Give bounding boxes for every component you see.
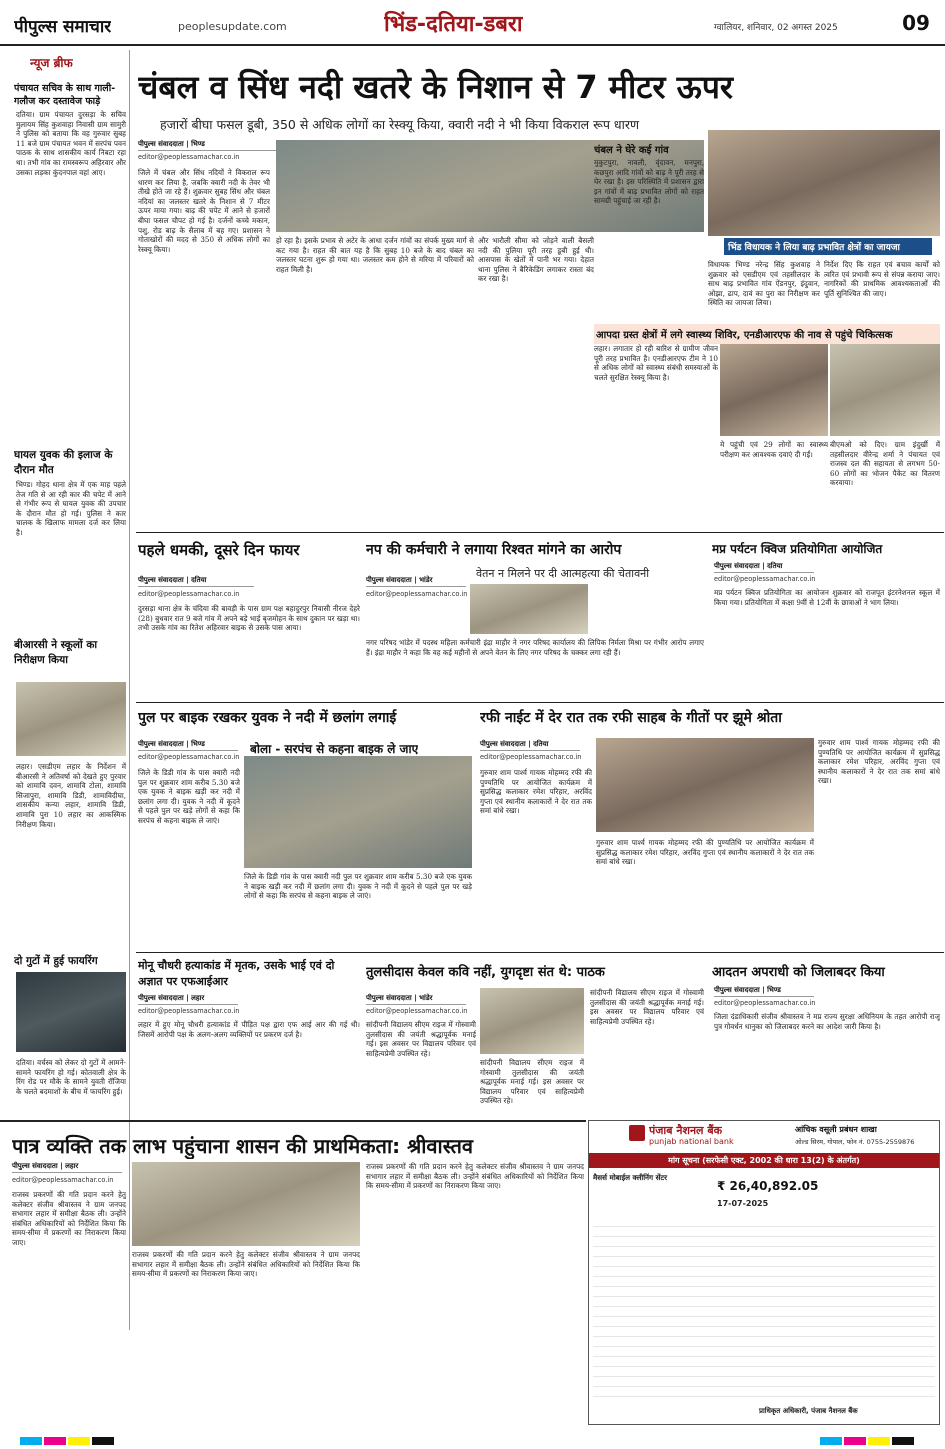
bribe-byline: पीपुल्स संवाददाता | भांडेर [366, 576, 466, 587]
bottom-text: राजस्व प्रकरणों की गति प्रदान करने हेतु कलेक्टर संजीव श्रीवास्तव ने ग्राम जनपद सभागार लहार में समीक्षा बैठक ली। उन्होंने संबंधित अधिकारियों को निर्देशित किया कि समय-सीमा में प्रकरणों का निराकरण किया जाए। [366, 1162, 584, 1191]
brief-title: पंचायत सचिव के साथ गाली-गलौज कर दस्तावेज फाड़े [14, 83, 116, 107]
brief-label: न्यूज ब्रीफ [30, 56, 73, 70]
rafi-text: गुरुवार शाम पार्श्व गायक मोहम्मद रफी की पुण्यतिथि पर आयोजित कार्यक्रम में सुप्रसिद्ध कलाकार रमेश परिहार, अरविंद गुप्ता एवं स्थानीय कलाकारों ने देर रात तक समां बांधे रखा। [818, 738, 940, 786]
quiz-headline: मप्र पर्यटन क्विज प्रतियोगिता आयोजित [712, 542, 883, 556]
bottom-text: राजस्व प्रकरणों की गति प्रदान करने हेतु कलेक्टर संजीव श्रीवास्तव ने ग्राम जनपद सभागार लहार में समीक्षा बैठक ली। उन्होंने संबंधित अधिकारियों को निर्देशित किया कि समय-सीमा में प्रकरणों का निराकरण किया जाए। [12, 1190, 126, 1247]
camp-caption: बीएमओ को दिए। ग्राम इंदुर्खी में तहसीलदार वीरेन्द्र शर्मा ने पंचायत एवं राजस्व दल की सहायता से लगभग 50-60 लोगों का भोजन पैकेट का वितरण करवाया। [830, 440, 940, 488]
bank-address: ओल्ड सिरम, गोपाल, फोन नं. 0755-2559876 [795, 1138, 915, 1146]
masthead [0, 0, 945, 46]
bank-notice [588, 1120, 940, 1425]
rafi-text: गुरुवार शाम पार्श्व गायक मोहम्मद रफी की पुण्यतिथि पर आयोजित कार्यक्रम में सुप्रसिद्ध कलाकार रमेश परिहार, अरविंद गुप्ता एवं स्थानीय कलाकारों ने देर रात तक समां बांधे रखा। [596, 838, 814, 867]
divider [136, 532, 944, 533]
camp-caption: मे पहुंची एवं 29 लोगों का स्वास्थ्य परीक्षण कर आवश्यक दवाएं दी गईं। [720, 440, 828, 459]
habitual-byline: पीपुल्स संवाददाता | भिण्ड [714, 986, 814, 997]
site-url: peoplesupdate.com [178, 20, 287, 33]
tulsi-headline: तुलसीदास केवल कवि नहीं, युगदृष्टा संत थे: पाठक [366, 965, 605, 980]
divider [0, 1120, 586, 1122]
habitual-headline: आदतन अपराधी को जिलाबदर किया [712, 965, 885, 980]
divider [136, 952, 944, 953]
nearby-text: मुकुटपुरा, नावली, वृंदावन, मनपुरा, कछपुरा आदि गांवों को बाढ़ ने पूरी तरह से घेर रखा है। इस परिस्थिति में प्रशासन द्वारा इन गांवों में बाढ़ प्रभावित लोगों को राहत सामग्री पहुंचाई जा रही है। [594, 158, 704, 206]
habitual-email: editor@peoplessamachar.co.in [714, 999, 816, 1007]
bottom-email: editor@peoplessamachar.co.in [12, 1176, 114, 1184]
bridge-text: जिले के डिडी गांव के पास क्वारी नदी पुल पर शुक्रवार शाम करीब 5.30 बजे एक युवक ने बाइक खड़ी कर नदी में छलांग लगा दी। युवक ने नदी में कूदने से पहले पुल पर खड़े लोगों से कहा कि सरपंच से कहना बाइक ले जाएं। [244, 872, 472, 901]
edition-title: भिंड-दतिया-डबरा [384, 12, 523, 37]
tulsi-text: सांदीपनी विद्यालय सीएम राइज में गोस्वामी तुलसीदास की जयंती श्रद्धापूर्वक मनाई गई। इस अवसर पर विद्यालय परिवार एवं साहित्यप्रेमी उपस्थित रहे। [366, 1020, 476, 1058]
camp-photo [830, 344, 940, 436]
mla-caption: भिंड विधायक ने लिया बाढ़ प्रभावित क्षेत्रों का जायजा [724, 238, 932, 255]
bridge-caption: बोला - सरपंच से कहना बाइक ले जाए [250, 742, 419, 756]
bridge-byline: पीपुल्स संवाददाता | भिण्ड [138, 740, 238, 751]
monu-headline: मोनू चौधरी हत्याकांड में मृतक, उसके भाई एवं दो अज्ञात पर एफआईआर [138, 959, 335, 988]
main-text: जिले में चंबल और सिंध नदियों ने विकराल रूप धारण कर लिया है, जबकि क्वारी नदी के तेवर भी तीखे होते जा रहे हैं। शुक्रवार सुबह सिंध और चंबल नदियां का जलस्तर खतरे के निशान से 7 मीटर ऊपर माया गया। बाढ़ की चपेट में आने से हजारों बीघा फसल चौपट हो गई है। दर्जनों कच्चे मकान, पशु, रोड बाढ़ के सैलाब में बह गए। प्रशासन ने गोताखोरों की मदद से 350 से अधिक लोगों का रेस्क्यू किया। [138, 168, 270, 254]
camp-headline: आपदा ग्रस्त क्षेत्रों में लगे स्वास्थ्य शिविर, एनडीआरएफ की नाव से पहुंचे चिकित्सक [594, 324, 940, 344]
bridge-photo [244, 756, 472, 868]
monu-text: लहार में हुए मोनू चौधरी हत्याकांड में पीड़ित पक्ष द्वारा एफ आई आर की गई थी। जिसमें आरोपी पक्ष के अलग-अलग व्यक्तियों पर प्रकरण दर्ज है। [138, 1020, 360, 1039]
habitual-text: जिला दंडाधिकारी संजीव श्रीवास्तव ने मप्र राज्य सुरक्षा अधिनियम के तहत आरोपी राजू पुत्र गोवर्धन धानुका को जिलाबदर करने का आदेश जारी किया है। [714, 1012, 940, 1031]
divider [136, 702, 944, 703]
firing-photo [16, 972, 126, 1052]
main-email: editor@peoplessamachar.co.in [138, 153, 240, 161]
quiz-text: मप्र पर्यटन क्विज प्रतियोगिता का आयोजन शुक्रवार को राजपूत इंटरनेशनल स्कूल में किया गया। प्रतियोगिता में कक्षा 9वीं से 12वीं के छात्राओं ने भाग लिया। [714, 588, 940, 607]
school-photo [16, 682, 126, 756]
bribe-subhead: वेतन न मिलने पर दी आत्महत्या की चेतावनी [476, 567, 650, 580]
bridge-email: editor@peoplessamachar.co.in [138, 753, 240, 761]
bribe-headline: नप की कर्मचारी ने लगाया रिश्वत मांगने का आरोप [366, 542, 622, 558]
brief-title: घायल युवक की इलाज के दौरान मौत [14, 449, 113, 476]
tulsi-text: सांदीपनी विद्यालय सीएम राइज में गोस्वामी तुलसीदास की जयंती श्रद्धापूर्वक मनाई गई। इस अवसर पर विद्यालय परिवार एवं साहित्यप्रेमी उपस्थित रहे। [590, 988, 704, 1026]
bank-name-en: punjab national bank [649, 1137, 734, 1146]
notice-footer: प्राधिकृत अधिकारी, पंजाब नैशनल बैंक [759, 1407, 858, 1415]
bank-office: आंचिक वसूली प्रबंधन शाखा [795, 1125, 877, 1134]
tulsi-byline: पीपुल्स संवाददाता | भांडेर [366, 994, 466, 1005]
bribe-text: नगर परिषद भांडेर में पदस्थ महिला कर्मचारी इंद्रा माहौर ने नगर परिषद कार्यालय की लिपिक निर्मला मिश्रा पर गंभीर आरोप लगाए हैं। इंद्रा माहौर ने कहा कि वह कई महीनों से अपने वेतन के लिए नगर परिषद के चक्कर लगा रही हैं। [366, 638, 704, 657]
rafi-headline: रफी नाईट में देर रात तक रफी साहब के गीतों पर झूमे श्रोता [480, 710, 782, 726]
rafi-text: गुरुवार शाम पार्श्व गायक मोहम्मद रफी की पुण्यतिथि पर आयोजित कार्यक्रम में सुप्रसिद्ध कलाकार रमेश परिहार, अरविंद गुप्ता एवं स्थानीय कलाकारों ने देर रात तक समां बांधे रखा। [480, 768, 592, 816]
quiz-byline: पीपुल्स संवाददाता | दतिया [714, 562, 814, 573]
bottom-byline: पीपुल्स संवाददाता | लहार [12, 1162, 122, 1173]
bridge-headline: पुल पर बाइक रखकर युवक ने नदी में छलांग लगाई [138, 710, 397, 726]
tulsi-email: editor@peoplessamachar.co.in [366, 1007, 468, 1015]
meeting-photo [132, 1162, 360, 1246]
issue-date: ग्वालियर, शनिवार, 02 अगस्त 2025 [714, 23, 838, 33]
tulsi-photo [480, 988, 584, 1054]
camp-photo [720, 344, 828, 436]
threat-byline: पीपुल्स संवाददाता | दतिया [138, 576, 254, 587]
page-number: 09 [902, 11, 930, 35]
mla-text: निर्देश दिए कि राहत एवं बचाव कार्यों को त्वरित एवं प्रभावी रूप से संपन्न कराया जाए। नागरिकों की प्राथमिक आवश्यकताओं की पूर्ति सुनिश्चित की जाए। [824, 260, 940, 298]
bribe-email: editor@peoplessamachar.co.in [366, 590, 468, 598]
main-byline: पीपुल्स संवाददाता | भिण्ड [138, 140, 278, 151]
main-subhead: हजारों बीघा फसल डूबी, 350 से अधिक लोगों का रेस्क्यू किया, क्वारी नदी ने भी किया विकराल रूप धारण [160, 117, 639, 132]
threat-text: दुरसड़ा थाना क्षेत्र के चंदिया की बावड़ी के पास ग्राम पक्ष बहादुरपुर निवासी नीरज देहरे (28) बुधवार रात 9 बजे गांव में अपने बड़े भाई बृजमोहन के साथ दुकान पर खड़ा था। तभी उसके गांव का रितेश अहिरवार बाइक से उसके पास आया। [138, 604, 360, 633]
brief-title: बीआरसी ने स्कूलों का निरीक्षण किया [14, 639, 98, 666]
bridge-text: जिले के डिडी गांव के पास क्वारी नदी पुल पर शुक्रवार शाम करीब 5.30 बजे एक युवक ने बाइक खड़ी कर नदी में छलांग लगा दी। युवक ने नदी में कूदने से पहले पुल पर खड़े लोगों से कहा कि सरपंच से कहना बाइक ले जाएं। [138, 768, 240, 825]
mla-text: विधायक भिण्ड नरेन्द्र सिंह कुशवाह ने शुक्रवार को एसडीएम एवं तहसीलदार के साथ बाढ़ प्रभावित गांव ऐंडनपुर, इंदुवान, ओझा, ढाप, दावं का पुरा का निरीक्षण कर स्थिति का जायजा लिया। [708, 260, 820, 308]
mla-photo [708, 130, 940, 236]
main-headline: चंबल व सिंध नदी खतरे के निशान से 7 मीटर ऊपर [138, 68, 733, 106]
monu-byline: पीपुल्स संवाददाता | लहार [138, 994, 238, 1005]
rafi-photo [596, 738, 814, 832]
threat-headline: पहले धमकी, दूसरे दिन फायर [138, 541, 300, 559]
bank-name: पंजाब नैशनल बैंक [649, 1124, 723, 1137]
color-registration-strip [20, 1430, 930, 1440]
paper-logo: पीपुल्स समाचार [14, 17, 112, 37]
brief-title: दो गुटों में हुई फायरिंग [14, 955, 98, 967]
brief-text: भिण्ड। गोहद थाना क्षेत्र में एक माह पहले तेज गति से आ रही कार की चपेट में आने से गंभीर रूप से घायल युवक की उपचार के दौरान मौत हो गई। पुलिस ने कार चालक के खिलाफ मामला दर्ज कर लिया है। [16, 480, 126, 537]
main-text: हो रहा है। इसके प्रभाव से अटेर के आधा दर्जन गांवों का संपर्क मुख्य मार्ग से कट गया है। राहत की बात यह है कि सुबह 10 बजे के बाद चंबल का जलस्तर घटना शुरू हो गया था। जलस्तर कम होने से मरिया में परिवारों को राहत मिली है। [276, 236, 474, 274]
bottom-headline: पात्र व्यक्ति तक लाभ पहुंचाना शासन की प्राथमिकता: श्रीवास्तव [12, 1134, 474, 1158]
brief-text: दतिया। ग्राम पंचायत दुरसड़ा के सचिव मुलायम सिंह कुशवाहा निवासी ग्राम सामुरी ने पुलिस को बताया कि वह गुरुवार सुबह 11 बजे ग्राम पंचायत भवन में सरपंच पवन पाठक के साथ शासकीय कार्य निबटा रहा था। तभी गांव का रामस्वरूप अहिरवार और उसका लड़का कुंदनपाल वहां आए। [16, 110, 126, 177]
bottom-text: राजस्व प्रकरणों की गति प्रदान करने हेतु कलेक्टर संजीव श्रीवास्तव ने ग्राम जनपद सभागार लहार में समीक्षा बैठक ली। उन्होंने संबंधित अधिकारियों को निर्देशित किया कि समय-सीमा में प्रकरणों का निराकरण किया जाए। [132, 1250, 360, 1279]
brief-text: लहार। एसडीएम लहार के निर्देशन में बीआरसी ने अतिवर्षा को देखते हुए पुरवार को शामावि दवन, शामावि टोला, शामावि सिजापुरा, शामावि डिडी, शामाविदीघा, शासकीय कन्या लहार, शामावि डिडी, शामावि पुरा 10 लहार का आकस्मिक निरीक्षण किया। [16, 762, 126, 829]
rafi-byline: पीपुल्स संवाददाता | दतिया [480, 740, 580, 751]
quiz-email: editor@peoplessamachar.co.in [714, 575, 816, 583]
pnb-logo-icon [629, 1125, 645, 1141]
color-registration-strip [820, 1430, 930, 1440]
notice-text: मैसर्स मोबाईल क्लीनिंग सेंटर [593, 1173, 668, 1182]
notice-amount: ₹ 26,40,892.05 [717, 1179, 819, 1193]
nearby-title: चंबल ने घेरे कई गांव [594, 145, 669, 156]
bribe-photo [470, 584, 588, 634]
notice-table [593, 1217, 935, 1397]
brief-text: दतिया। वर्चस्व को लेकर दो गुटों में आमने-सामने फायरिंग हो गई। कोतवाली क्षेत्र के रिंग रोड पर मौके के सामने युवती रॉजिया के चलते बदमाशों के बीच में फायरिंग हुई। [16, 1058, 126, 1096]
notice-title: मांग सूचना (सरफेसी एक्ट, 2002 की धारा 13(2) के अंतर्गत) [589, 1153, 939, 1168]
monu-email: editor@peoplessamachar.co.in [138, 1007, 240, 1015]
tulsi-text: सांदीपनी विद्यालय सीएम राइज में गोस्वामी तुलसीदास की जयंती श्रद्धापूर्वक मनाई गई। इस अवसर पर विद्यालय परिवार एवं साहित्यप्रेमी उपस्थित रहे। [480, 1058, 584, 1106]
rafi-email: editor@peoplessamachar.co.in [480, 753, 582, 761]
camp-text: लहार। लगातार हो रही बारिश से ग्रामीण जीवन पूरी तरह प्रभावित है। एनडीआरएफ टीम ने 10 से अधिक लोगों को स्वास्थ्य संबंधी समस्याओं के चलते सुरक्षित रेस्क्यू किया है। [594, 344, 718, 382]
main-text: और भारौली सीमा को जोड़ने वाली बैसली नदी की पुलिया पूरी तरह डूबी हुई थी। आसपास के खेतों में पानी भर गया। देहात थाना पुलिस ने बैरिकेडिंग लगाकर रास्ता बंद कर रखा है। [478, 236, 594, 284]
threat-email: editor@peoplessamachar.co.in [138, 590, 240, 598]
notice-date: 17-07-2025 [717, 1199, 769, 1208]
